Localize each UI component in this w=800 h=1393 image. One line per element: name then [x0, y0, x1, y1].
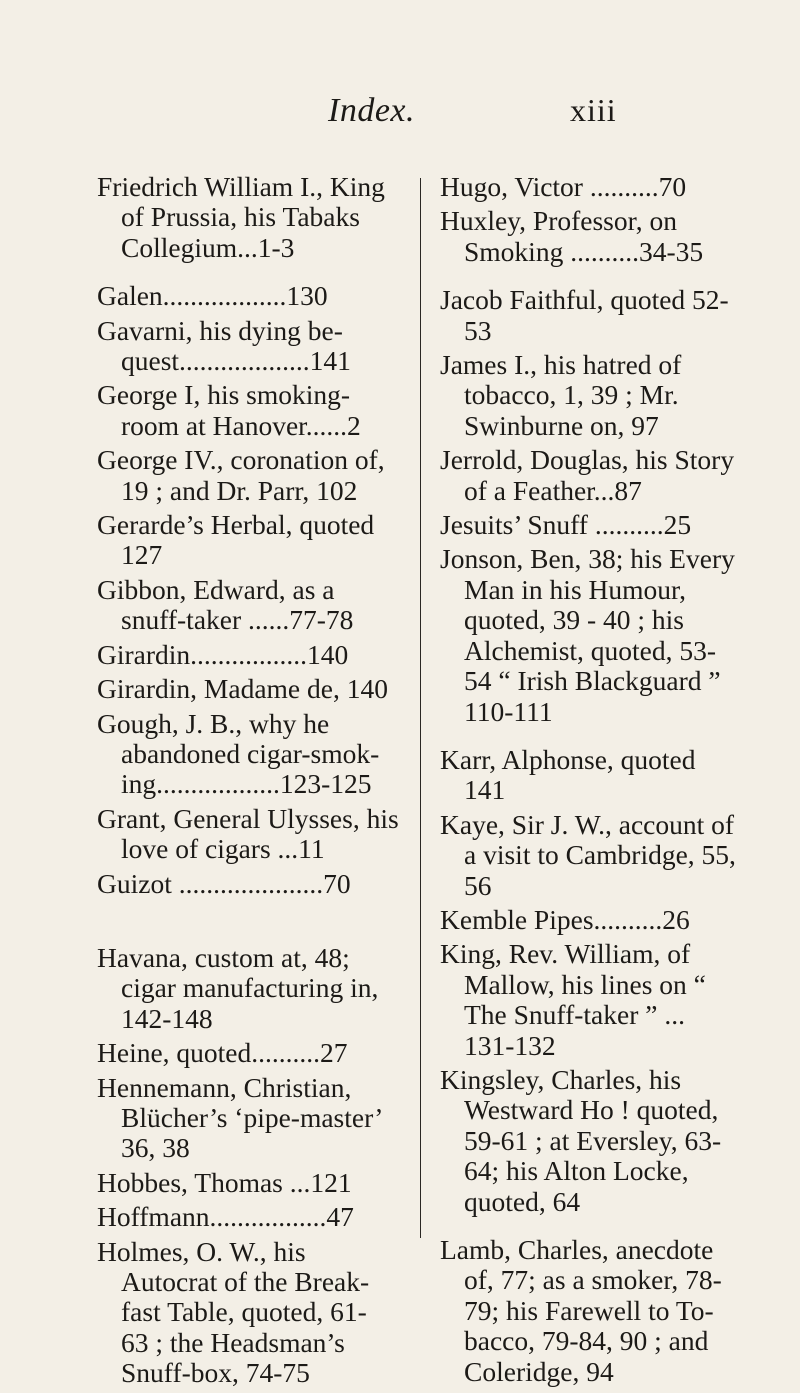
index-entry: Huxley, Professor, on Smoking ..........34-35	[440, 205, 704, 267]
index-entry: Grant, General Ulysses, his love of cigars ...11	[97, 802, 399, 865]
index-entry: Heine, quoted..........27	[97, 1037, 348, 1069]
index-entry: Galen..................130	[97, 280, 328, 312]
index-entry: James I., his hatred of tobacco, 1, 39 ; Mr. Swinburne on, 97	[440, 349, 682, 441]
index-entry: George IV., coronation of, 19 ; and Dr. Parr, 102	[97, 444, 385, 506]
index-entry: Jacob Faithful, quoted 52-53	[440, 284, 729, 346]
index-entry: Jonson, Ben, 38; his Every Man in his Humour, quoted, 39 - 40 ; his Alchemist, quoted, 53-54 “ Irish Blackguard ” 110-111	[440, 543, 735, 727]
index-entry: Hennemann, Christian, Blücher’s ‘pipe-master’ 36, 38	[97, 1071, 382, 1164]
index-entry: Jerrold, Douglas, his Story of a Feather...87	[440, 444, 735, 506]
index-entry: George I, his smoking- room at Hanover......2	[97, 379, 361, 441]
index-entry: Gibbon, Edward, as a snuff-taker ......77-78	[97, 573, 354, 636]
index-entry: Kemble Pipes..........26	[440, 903, 690, 935]
index-entry: Girardin.................140	[97, 638, 349, 670]
running-title: Index.	[328, 92, 416, 129]
index-entry: Hobbes, Thomas ...121	[97, 1166, 352, 1198]
index-entry: Kingsley, Charles, his Westward Ho ! quoted, 59-61 ; at Eversley, 63-64; his Alton Locke, quoted, 64	[440, 1063, 722, 1217]
index-entry: Girardin, Madame de, 140	[97, 673, 388, 705]
index-entry: Gerarde’s Herbal, quoted 127	[97, 509, 375, 571]
index-entry: Friedrich William I., King of Prussia, his Tabaks Collegium...1-3	[97, 171, 385, 263]
index-entry: Hugo, Victor ..........70	[440, 171, 687, 202]
index-entry: Karr, Alphonse, quoted 141	[440, 743, 696, 806]
index-entry: Jesuits’ Snuff ..........25	[440, 509, 692, 541]
index-entry: Hoffmann.................47	[97, 1201, 354, 1233]
index-entry: Guizot .....................70	[97, 867, 351, 899]
index-entry: Havana, custom at, 48; cigar manufacturing in, 142-148	[97, 941, 379, 1034]
index-entry: Lamb, Charles, anecdote of, 77; as a smoker, 78- 79; his Farewell to To- bacco, 79-84, 90 ; and Coleridge, 94	[440, 1234, 722, 1387]
index-entry: Gavarni, his dying be- quest...................141	[97, 314, 351, 377]
page-header	[0, 92, 800, 142]
left-column	[97, 172, 401, 1393]
index-entry: King, Rev. William, of Mallow, his lines on “ The Snuff-taker ” ... 131-132	[440, 938, 706, 1061]
index-entry: Holmes, O. W., his Autocrat of the Break- fast Table, quoted, 61- 63 ; the Headsman’s Snuff-box, 74-75	[97, 1235, 370, 1389]
column-divider	[420, 178, 421, 1238]
page-number: xiii	[570, 92, 617, 128]
right-column	[440, 172, 738, 1391]
index-entry: Kaye, Sir J. W., account of a visit to Cambridge, 55, 56	[440, 808, 736, 901]
index-entry: Gough, J. B., why he abandoned cigar-smok- ing..................123-125	[97, 707, 380, 800]
